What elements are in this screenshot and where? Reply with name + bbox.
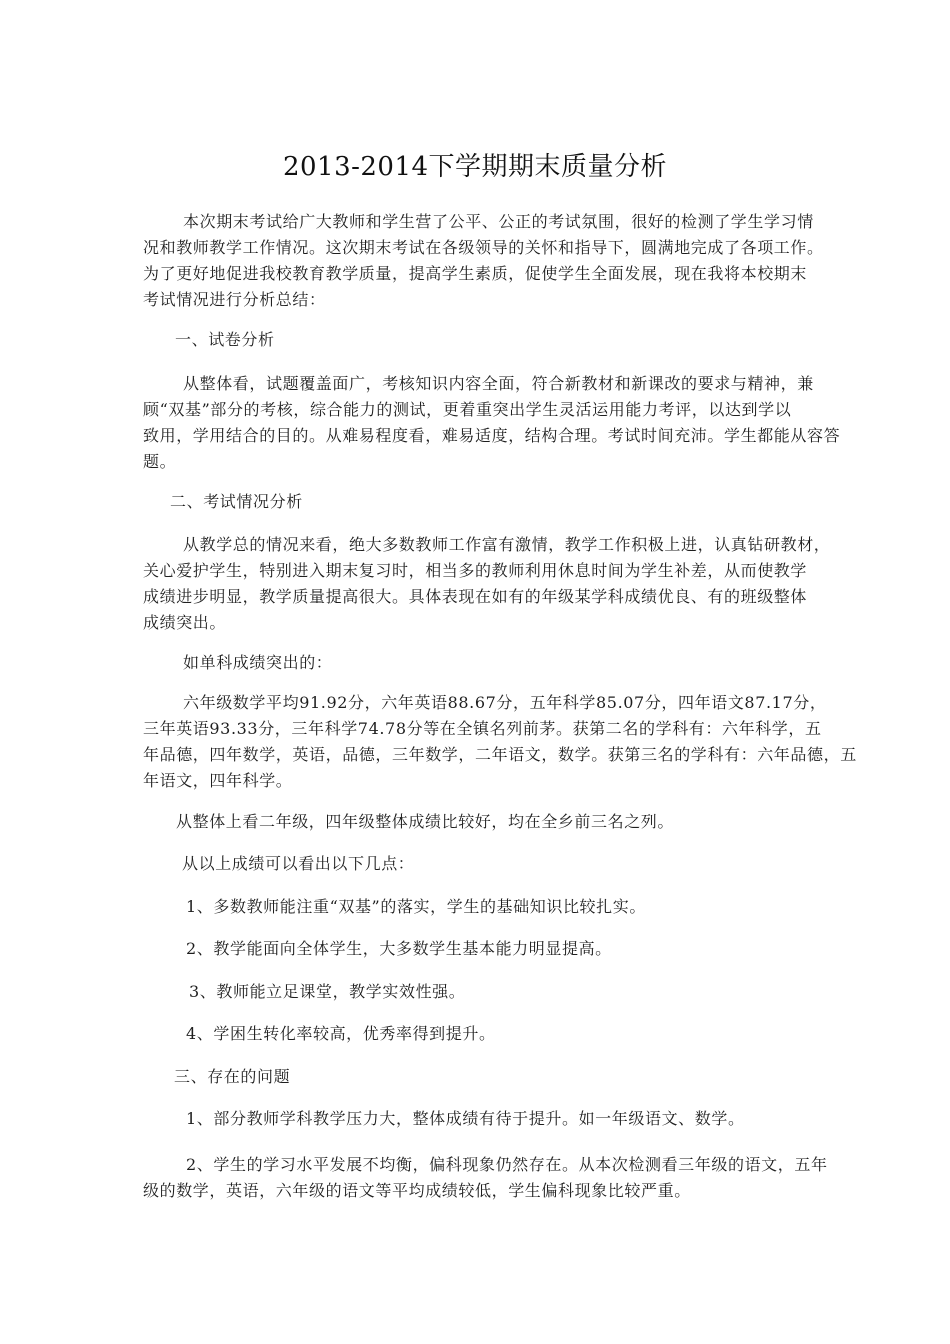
- para7-text: 从以上成绩可以看出以下几点：: [182, 854, 415, 873]
- section-heading-3: 三、存在的问题: [174, 1067, 291, 1086]
- para2-line1: 从整体看，试题覆盖面广，考核知识内容全面，符合新教材和新课改的要求与精神，兼: [183, 374, 814, 393]
- section-heading-2: 二、考试情况分析: [170, 492, 303, 511]
- section-heading-1: 一、试卷分析: [175, 330, 275, 349]
- para1-line1: 本次期末考试给广大教师和学生营了公平、公正的考试氛围，很好的检测了学生学习情: [183, 212, 814, 231]
- problem1-text: 1、部分教师学科教学压力大，整体成绩有待于提升。如一年级语文、数学。: [186, 1109, 745, 1128]
- para2-line4: 题。: [143, 452, 177, 471]
- para6-text: 从整体上看二年级，四年级整体成绩比较好，均在全乡前三名之列。: [176, 812, 675, 831]
- problem2-line2: 级的数学，英语，六年级的语文等平均成绩较低，学生偏科现象比较严重。: [143, 1181, 691, 1200]
- point-item-2: 2、教学能面向全体学生，大多数学生基本能力明显提高。: [186, 939, 612, 958]
- para3-line2: 关心爱护学生，特别进入期末复习时，相当多的教师利用休息时间为学生补差，从而使教学: [143, 561, 808, 580]
- para5-line1: 六年级数学平均91.92分，六年英语88.67分，五年科学85.07分，四年语文87.17分，: [183, 693, 827, 712]
- point-item-3: 3、教师能立足课堂，教学实效性强。: [189, 982, 466, 1001]
- para3-line1: 从教学总的情况来看，绝大多数教师工作富有激情，教学工作积极上进，认真钻研教材，: [183, 535, 831, 554]
- point-item-4: 4、学困生转化率较高，优秀率得到提升。: [186, 1024, 496, 1043]
- problem2-line1: 2、学生的学习水平发展不均衡，偏科现象仍然存在。从本次检测看三年级的语文，五年: [186, 1155, 828, 1174]
- para2-line3: 致用，学用结合的目的。从难易程度看，难易适度，结构合理。考试时间充沛。学生都能从容答: [143, 426, 841, 445]
- para5-line3: 年品德，四年数学，英语，品德，三年数学，二年语文，数学。获第三名的学科有：六年品德，五: [143, 745, 857, 764]
- para4-text: 如单科成绩突出的：: [183, 653, 333, 672]
- para3-line3: 成绩进步明显，教学质量提高很大。具体表现在如有的年级某学科成绩优良、有的班级整体: [143, 587, 808, 606]
- para5-line4: 年语文，四年科学。: [143, 771, 293, 790]
- document-title: 2013-2014下学期期末质量分析: [282, 152, 668, 182]
- para2-line2: 顾“双基”部分的考核，综合能力的测试，更着重突出学生灵活运用能力考评，以达到学以: [143, 400, 792, 419]
- para1-line2: 况和教师教学工作情况。这次期末考试在各级领导的关怀和指导下，圆满地完成了各项工作。: [143, 238, 824, 257]
- para3-line4: 成绩突出。: [143, 613, 227, 632]
- para1-line4: 考试情况进行分析总结：: [143, 290, 326, 309]
- para5-line2: 三年英语93.33分，三年科学74.78分等在全镇名列前茅。获第二名的学科有：六年科学，五: [143, 719, 822, 738]
- point-item-1: 1、多数教师能注重“双基”的落实，学生的基础知识比较扎实。: [186, 897, 646, 916]
- para1-line3: 为了更好地促进我校教育教学质量，提高学生素质，促使学生全面发展，现在我将本校期末: [143, 264, 808, 283]
